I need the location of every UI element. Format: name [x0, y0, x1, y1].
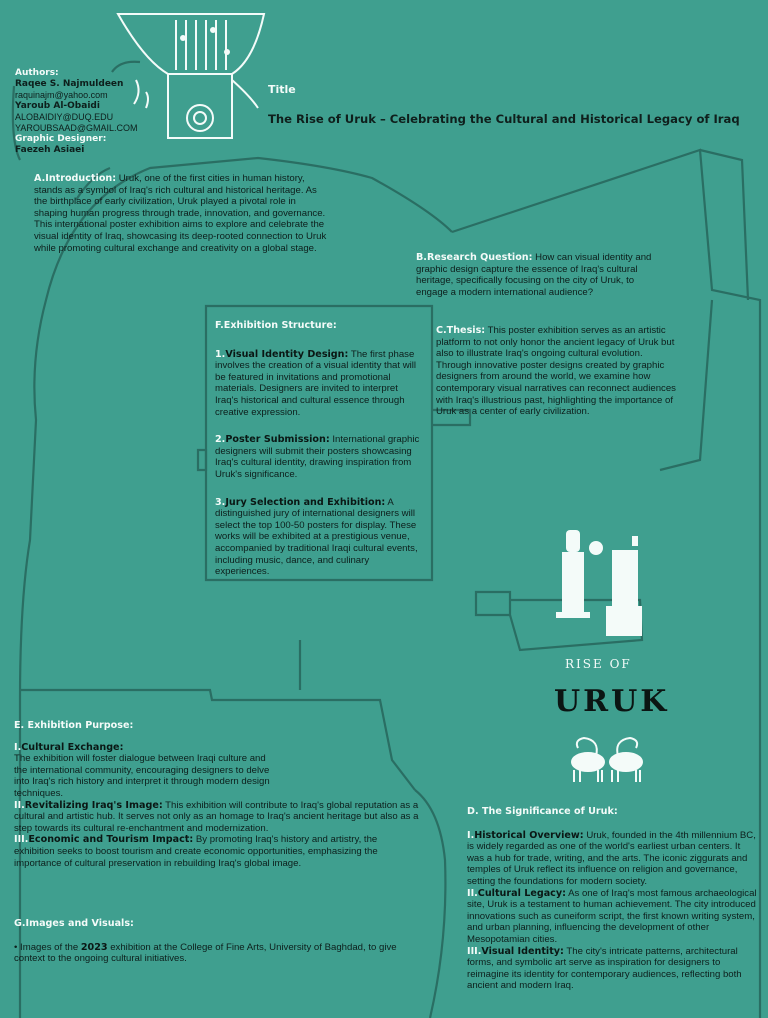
significance-item: III.Visual Identity: The city's intricate patterns, architectural forms, and symbolic art serve as inspiration for designers to reimagine its identity for contemporary audiences, reflecting both ancient and modern Iraq. [467, 945, 742, 992]
research-question-heading: B.Research Question: [416, 252, 533, 263]
purpose-item: I.Cultural Exchange: The exhibition will foster dialogue between Iraqi culture and the international community, encouraging designers to delve into Iraq's rich history and interpret it through modern design techniques. [14, 741, 270, 799]
king-relief-icon [556, 530, 642, 636]
exhibition-purpose-heading: E. Exhibition Purpose: [14, 720, 134, 731]
thesis-section [436, 325, 676, 418]
structure-item: 1.Visual Identity Design: The first phase involves the creation of a visual identity that will be featured in invitations and promotional materials. Designers are invited to interpret Iraq's historical and cultural essence through creative expression. [215, 348, 417, 418]
exhibition-structure-heading: F.Exhibition Structure: [215, 320, 337, 331]
thesis-heading: C.Thesis: [436, 325, 486, 336]
introduction-text: Uruk, one of the first cities in human history, stands as a symbol of Iraq's rich cultural and historical heritage. As the birthplace of early civilization, Uruk played a pivotal role in shaping human progress through trade, innovation, and governance. This international poster exhibition aims to explore and celebrate the visual identity of Iraq, showcasing its deep-rooted connection to Uruk while promoting cultural exchange and creativity on a global stage. [34, 173, 327, 254]
page-title: The Rise of Uruk – Celebrating the Cultural and Historical Legacy of Iraq [268, 112, 740, 126]
author-email-1[interactable]: raquinajm@yahoo.com [15, 90, 108, 100]
introduction-heading: A.Introduction: [34, 173, 117, 184]
authors-label: Authors: [15, 68, 59, 78]
structure-item: 3.Jury Selection and Exhibition: A distinguished jury of international designers will select the top 100-50 posters for display. These works will be exhibited at a prestigious venue, accompanied by traditional Iraqi cultural events, including music, dance, and culinary experiences. [215, 496, 418, 578]
logo-rise-of: RISE OF [565, 657, 632, 671]
designer-label: Graphic Designer: [15, 134, 107, 144]
images-visuals-section [14, 918, 409, 965]
images-visuals-text: • Images of the 2023 exhibition at the College of Fine Arts, University of Baghdad, to give context to the ongoing cultural initiatives. [14, 941, 397, 965]
thesis-text: This poster exhibition serves as an artistic platform to not only honor the ancient legacy of Uruk but also to illustrate Iraq's ongoing cultural evolution. Through innovative poster designs created by graphic designers from around the world, we examine how contemporary visual narratives can reconnect audiences with Iraq's illustrious past, highlighting the importance of Uruk as a center of early civilization. [436, 325, 676, 418]
purpose-item: III.Economic and Tourism Impact: By promoting Iraq's history and artistry, the exhibition seeks to boost tourism and create economic opportunities, emphasizing the importance of cultural preservation in rebuilding Iraq's global image. [14, 834, 378, 869]
structure-item: 2.Poster Submission: International graphic designers will submit their posters showcasing Iraq's cultural identity, drawing inspiration from Uruk's significance. [215, 434, 420, 480]
significance-section [467, 806, 757, 992]
designer-name: Faezeh Asiaei [15, 145, 85, 155]
author-name-2: Yaroub Al-Obaidi [15, 101, 100, 111]
title-label: Title [268, 83, 296, 96]
author-name-1: Raqee S. Najmuldeen [15, 79, 124, 89]
exhibition-purpose-section [14, 720, 419, 869]
significance-item: I.Historical Overview: Uruk, founded in the 4th millennium BC, is widely regarded as one of the world's earliest urban centers. It was a hub for trade, writing, and the arts. The iconic ziggurats and temples of Uruk reflect its influence on religion and governance, setting the foundations for modern society. [467, 829, 756, 887]
significance-item: II.Cultural Legacy: As one of Iraq's most famous archaeological site, Uruk is a testament to human achievement. The city introduced innovations such as cuneiform script, the first known writing system, and urban planning, influencing the development of other Mesopotamian cities. [467, 887, 757, 945]
ibex-pair-icon [572, 738, 642, 782]
research-question-section [416, 252, 666, 298]
author-email-2a[interactable]: ALOBAIDIY@DUQ.EDU [15, 112, 114, 122]
author-email-2b[interactable]: YAROUBSAAD@GMAIL.COM [15, 123, 138, 133]
authors-block [15, 68, 195, 156]
purpose-item: II.Revitalizing Iraq's Image: This exhibition will contribute to Iraq's global reputation as a cultural and artistic hub. It serves not only as an homage to Iraq's ancient heritage but also as a step towards its cultural re-enchantment and modernization. [14, 799, 419, 834]
significance-heading: D. The Significance of Uruk: [467, 806, 618, 817]
research-question-text: How can visual identity and graphic design capture the essence of Iraq's cultural heritage, specifically focusing on the city of Uruk, to engage a modern international audience? [416, 252, 652, 298]
introduction-section [34, 173, 328, 254]
exhibition-structure-section [215, 320, 420, 578]
logo-uruk: URUK [554, 684, 670, 719]
images-visuals-heading: G.Images and Visuals: [14, 918, 134, 929]
